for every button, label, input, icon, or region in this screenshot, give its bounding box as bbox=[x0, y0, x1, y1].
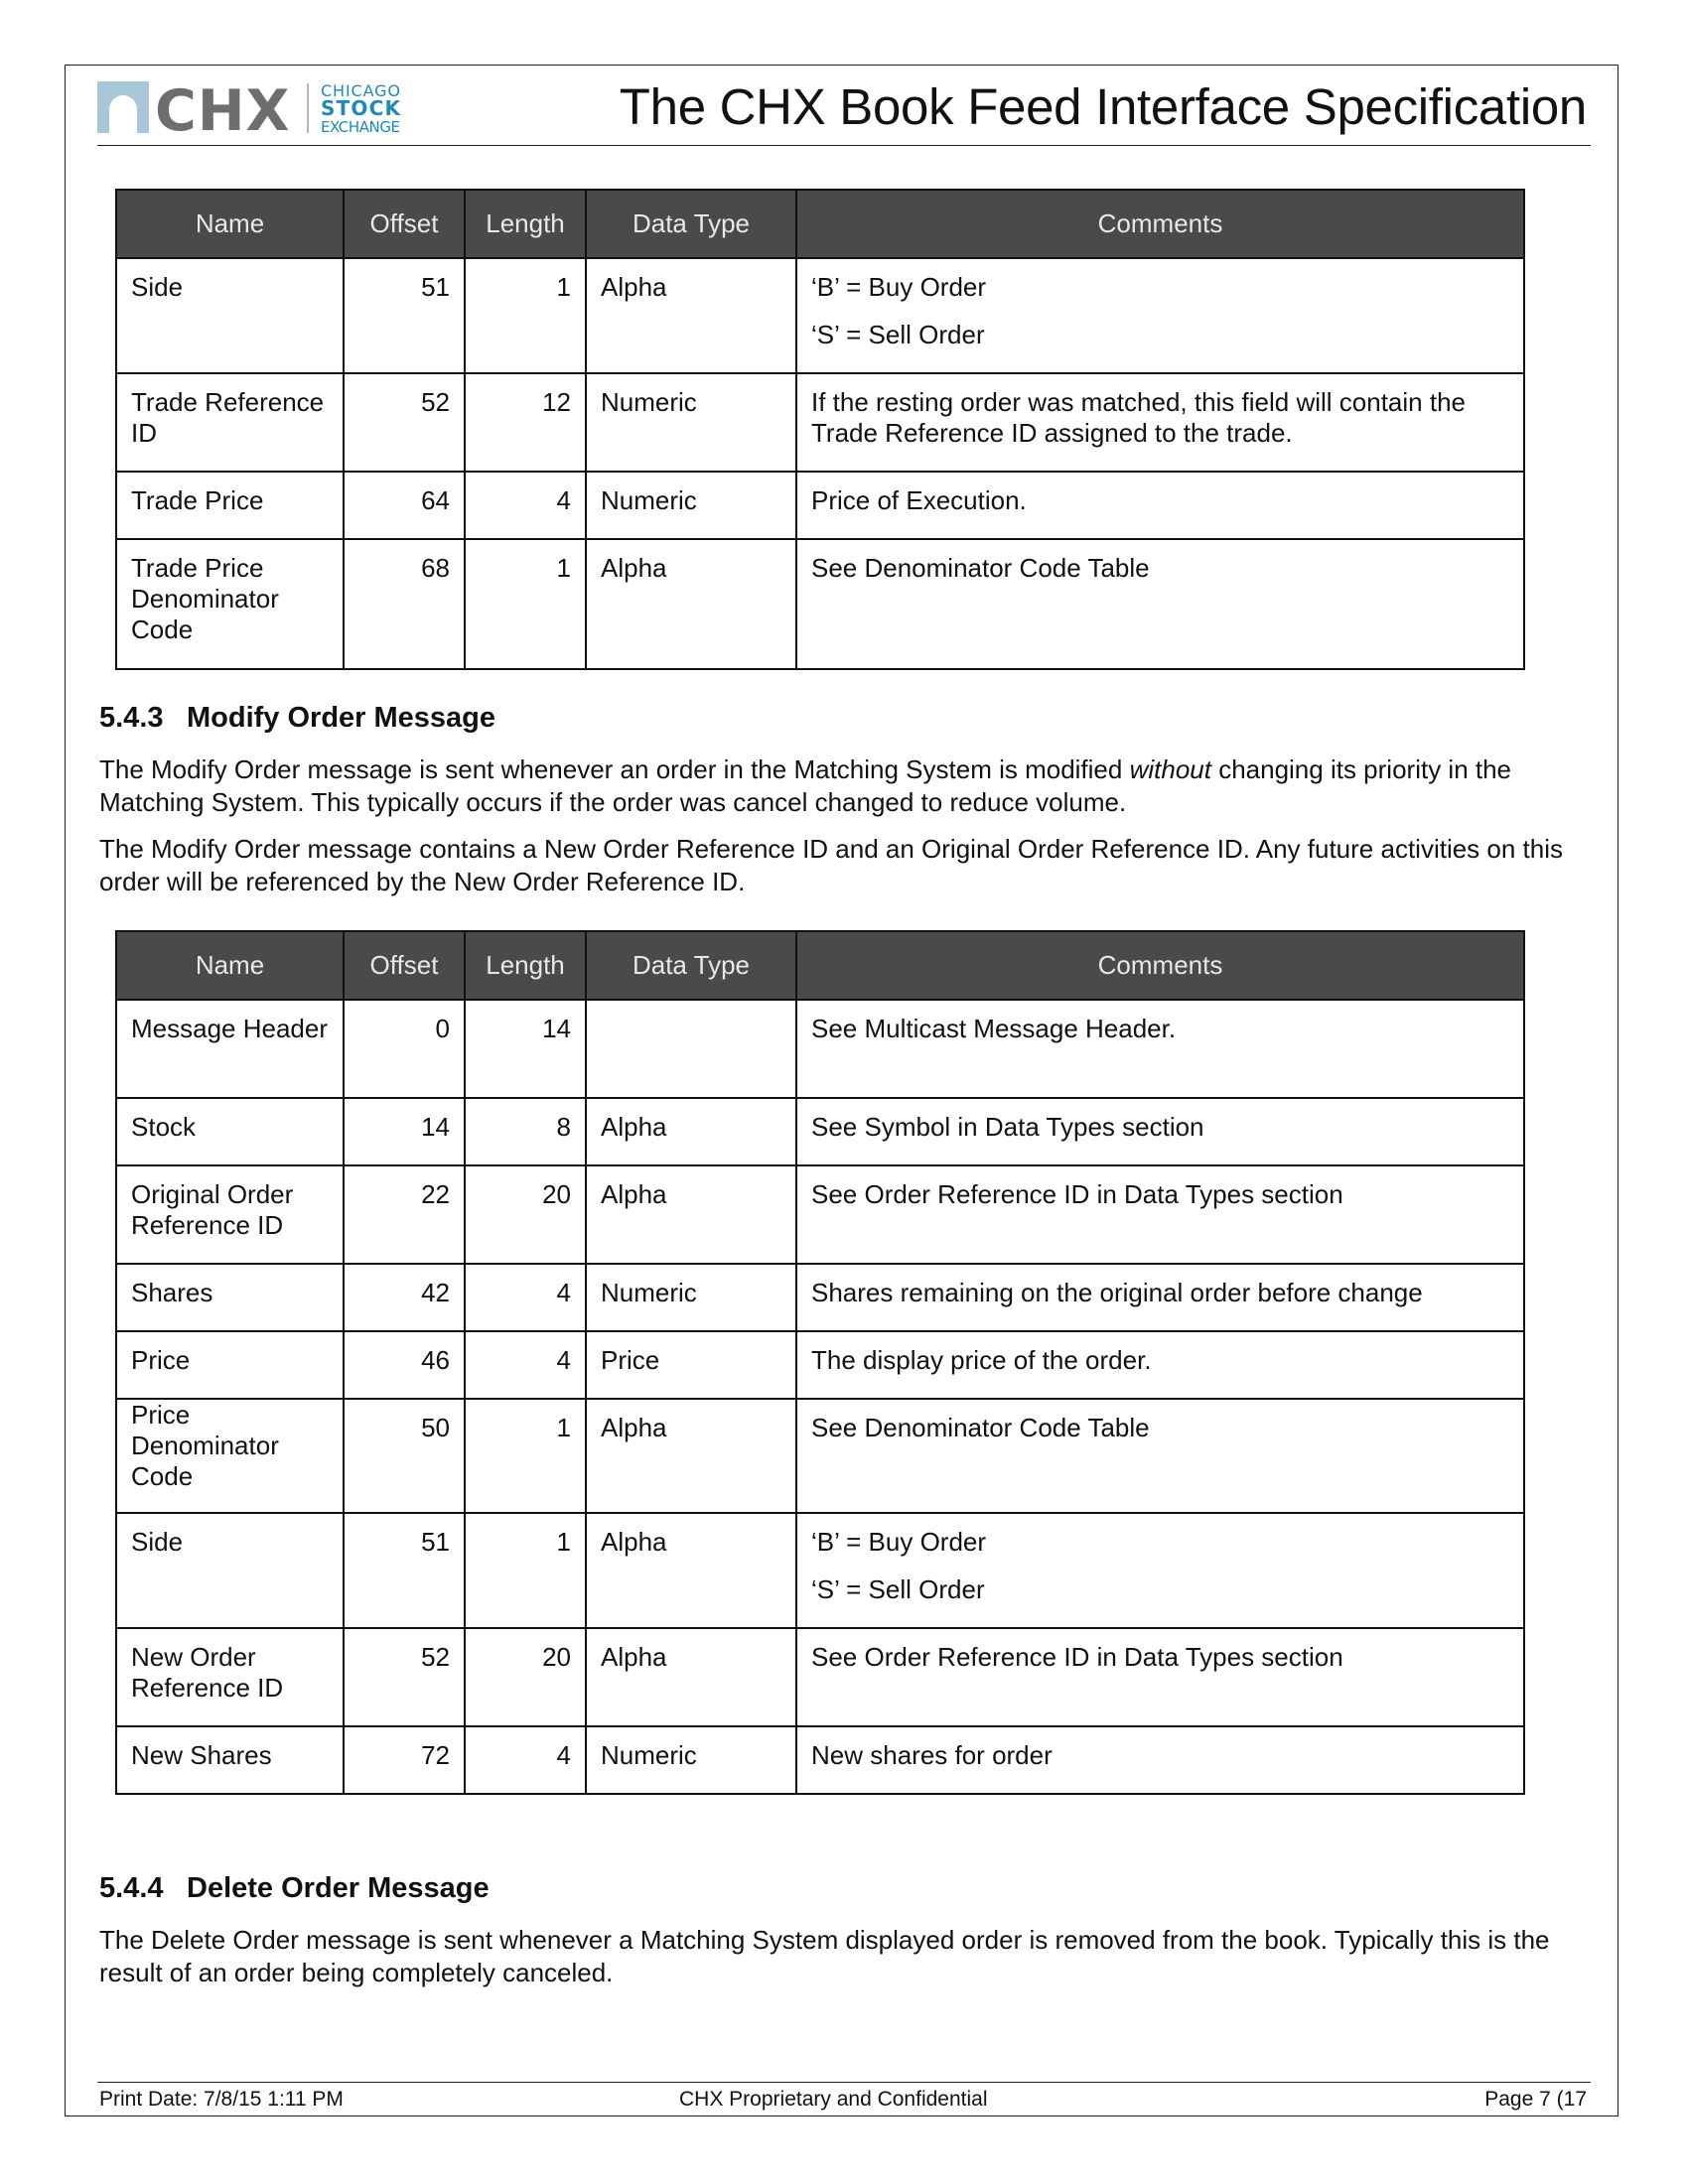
logo-arch-icon bbox=[97, 81, 149, 133]
cell-offset: 52 bbox=[344, 1628, 465, 1726]
cell-length: 4 bbox=[465, 1726, 586, 1794]
cell-offset: 22 bbox=[344, 1165, 465, 1264]
col-name-header: Name bbox=[116, 931, 344, 1000]
logo-line1: CHICAGO bbox=[321, 81, 400, 100]
cell-comments: See Multicast Message Header. bbox=[796, 1000, 1524, 1098]
cell-offset: 50 bbox=[344, 1399, 465, 1513]
footer-rule bbox=[97, 2082, 1591, 2083]
comment-line: ‘S’ = Sell Order bbox=[811, 1574, 985, 1604]
cell-offset: 46 bbox=[344, 1331, 465, 1399]
cell-length: 12 bbox=[465, 373, 586, 472]
section-heading-544 bbox=[99, 1872, 490, 1905]
paragraph: The Delete Order message is sent whenever a Matching System displayed order is removed from the book. Typically this is the result of an order being completely canceled. bbox=[99, 1925, 1550, 1987]
document-title: The CHX Book Feed Interface Specification bbox=[619, 78, 1587, 135]
footer-confidential: CHX Proprietary and Confidential bbox=[679, 2088, 988, 2111]
cell-length: 1 bbox=[465, 539, 586, 669]
comment-line: ‘B’ = Buy Order bbox=[811, 272, 987, 302]
cell-offset: 0 bbox=[344, 1000, 465, 1098]
cell-name: Original Order Reference ID bbox=[116, 1165, 344, 1264]
cell-name: Trade Reference ID bbox=[116, 373, 344, 472]
col-name-header: Name bbox=[116, 190, 344, 258]
table-row bbox=[116, 1399, 1524, 1513]
cell-comments: See Symbol in Data Types section bbox=[796, 1098, 1524, 1165]
table-row bbox=[116, 1726, 1524, 1794]
cell-offset: 51 bbox=[344, 1513, 465, 1628]
section-heading-543 bbox=[99, 702, 495, 735]
cell-name: Message Header bbox=[116, 1000, 344, 1098]
table-row bbox=[116, 373, 1524, 472]
cell-length: 4 bbox=[465, 1331, 586, 1399]
para-text: changing its priority in the Matching System. This typically occurs if the order was cancel changed to reduce volume. bbox=[99, 754, 1512, 817]
cell-length: 1 bbox=[465, 258, 586, 373]
cell-type: Alpha bbox=[586, 539, 796, 669]
cell-length: 14 bbox=[465, 1000, 586, 1098]
col-datatype-header: Data Type bbox=[586, 931, 796, 1000]
table-row bbox=[116, 1331, 1524, 1399]
logo-line2: STOCK bbox=[321, 96, 400, 120]
cell-type: Numeric bbox=[586, 1726, 796, 1794]
cell-name: Trade Price bbox=[116, 472, 344, 539]
col-offset-header: Offset bbox=[344, 190, 465, 258]
chx-logo bbox=[97, 79, 415, 135]
cell-name: Side bbox=[116, 258, 344, 373]
cell-type: Numeric bbox=[586, 373, 796, 472]
cell-name: Price Denominator Code bbox=[116, 1399, 344, 1513]
section-number: 5.4.3 bbox=[99, 702, 164, 734]
cell-name: Price bbox=[116, 1331, 344, 1399]
cell-comments: Price of Execution. bbox=[796, 472, 1524, 539]
logo-line3: EXCHANGE bbox=[321, 118, 400, 135]
cell-type: Alpha bbox=[586, 1513, 796, 1628]
cell-comments: See Denominator Code Table bbox=[796, 539, 1524, 669]
cell-length: 4 bbox=[465, 1264, 586, 1331]
table-header-row bbox=[116, 190, 1524, 258]
cell-type: Numeric bbox=[586, 472, 796, 539]
cell-comments: See Order Reference ID in Data Types section bbox=[796, 1165, 1524, 1264]
table-row bbox=[116, 1513, 1524, 1628]
cell-comments bbox=[796, 258, 1524, 373]
cell-length: 1 bbox=[465, 1399, 586, 1513]
cell-name: Trade Price Denominator Code bbox=[116, 539, 344, 669]
paragraph: The Modify Order message contains a New Order Reference ID and an Original Order Reference ID. Any future activities on this order will be referenced by the New Order Reference ID. bbox=[99, 834, 1564, 896]
cell-length: 4 bbox=[465, 472, 586, 539]
section-title: Delete Order Message bbox=[187, 1872, 490, 1904]
table-row bbox=[116, 1098, 1524, 1165]
cell-comments: If the resting order was matched, this field will contain the Trade Reference ID assigned to the trade. bbox=[796, 373, 1524, 472]
cell-name: New Order Reference ID bbox=[116, 1628, 344, 1726]
cell-type bbox=[586, 1000, 796, 1098]
comment-line: ‘B’ = Buy Order bbox=[811, 1527, 987, 1557]
cell-comments: See Denominator Code Table bbox=[796, 1399, 1524, 1513]
table-header-row bbox=[116, 931, 1524, 1000]
cell-comments bbox=[796, 1513, 1524, 1628]
section-title: Modify Order Message bbox=[187, 702, 496, 734]
table-row bbox=[116, 1000, 1524, 1098]
cell-comments: The display price of the order. bbox=[796, 1331, 1524, 1399]
comment-line: ‘S’ = Sell Order bbox=[811, 320, 985, 349]
cell-type: Alpha bbox=[586, 1628, 796, 1726]
modify-order-table bbox=[115, 930, 1525, 1795]
cell-type: Numeric bbox=[586, 1264, 796, 1331]
table-row bbox=[116, 539, 1524, 669]
col-comments-header: Comments bbox=[796, 190, 1524, 258]
cell-type: Alpha bbox=[586, 258, 796, 373]
cell-offset: 14 bbox=[344, 1098, 465, 1165]
cell-comments: New shares for order bbox=[796, 1726, 1524, 1794]
cell-length: 20 bbox=[465, 1165, 586, 1264]
cell-offset: 64 bbox=[344, 472, 465, 539]
cell-length: 8 bbox=[465, 1098, 586, 1165]
cell-name: Side bbox=[116, 1513, 344, 1628]
col-offset-header: Offset bbox=[344, 931, 465, 1000]
cell-name: New Shares bbox=[116, 1726, 344, 1794]
col-length-header: Length bbox=[465, 190, 586, 258]
col-comments-header: Comments bbox=[796, 931, 1524, 1000]
cell-offset: 52 bbox=[344, 373, 465, 472]
col-datatype-header: Data Type bbox=[586, 190, 796, 258]
cell-type: Alpha bbox=[586, 1165, 796, 1264]
cell-offset: 42 bbox=[344, 1264, 465, 1331]
cell-comments: Shares remaining on the original order before change bbox=[796, 1264, 1524, 1331]
table-row bbox=[116, 472, 1524, 539]
logo-mark: CHX bbox=[155, 79, 291, 135]
cell-comments: See Order Reference ID in Data Types section bbox=[796, 1628, 1524, 1726]
col-length-header: Length bbox=[465, 931, 586, 1000]
cell-type: Price bbox=[586, 1331, 796, 1399]
footer-page-number: Page 7 (17 bbox=[1484, 2088, 1587, 2111]
table-row bbox=[116, 1628, 1524, 1726]
cell-name: Shares bbox=[116, 1264, 344, 1331]
cell-length: 20 bbox=[465, 1628, 586, 1726]
cell-name: Stock bbox=[116, 1098, 344, 1165]
cell-type: Alpha bbox=[586, 1098, 796, 1165]
cell-offset: 68 bbox=[344, 539, 465, 669]
footer-print-date: Print Date: 7/8/15 1:11 PM bbox=[99, 2088, 344, 2111]
cell-type: Alpha bbox=[586, 1399, 796, 1513]
fields-table-continued bbox=[115, 189, 1525, 670]
table-row bbox=[116, 1264, 1524, 1331]
cell-offset: 51 bbox=[344, 258, 465, 373]
para-emphasis: without bbox=[1129, 754, 1211, 784]
table-row bbox=[116, 258, 1524, 373]
header-rule bbox=[97, 145, 1591, 146]
cell-length: 1 bbox=[465, 1513, 586, 1628]
paragraph bbox=[99, 753, 1589, 819]
section-number: 5.4.4 bbox=[99, 1872, 164, 1904]
cell-offset: 72 bbox=[344, 1726, 465, 1794]
table-row bbox=[116, 1165, 1524, 1264]
para-text: The Modify Order message is sent whenever an order in the Matching System is modified bbox=[99, 754, 1130, 784]
